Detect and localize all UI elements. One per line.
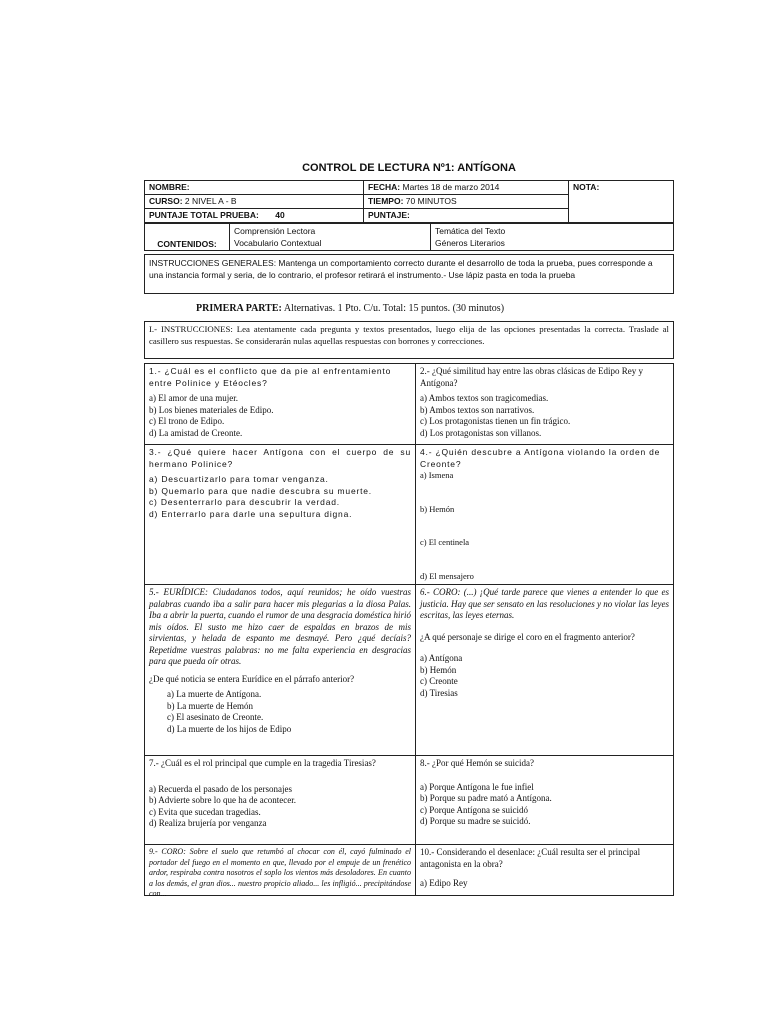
puntaje-total-field: PUNTAJE TOTAL PRUEBA: 40 (145, 209, 364, 223)
question-6: 6.- CORO: (...) ¡Qué tarde parece que vienes a entender lo que es justicia. Hay que ser sensato en las resoluciones y no violar las leyes escritas, las leyes eternas. ¿A qué personaje se dirige el coro en el fragmento anterior? a) Antígona b) Hemón c) Creonte d) Tiresias (416, 585, 674, 756)
option[interactable]: d) Realiza brujería por venganza (149, 818, 267, 828)
option[interactable]: a) Edipo Rey (420, 878, 468, 888)
option[interactable]: c) Los protagonistas tienen un fin trágico. (420, 416, 571, 426)
option[interactable]: a) Porque Antígona le fue infiel (420, 781, 534, 792)
option[interactable]: d) Tiresias (420, 687, 458, 698)
nota-field[interactable]: NOTA: (569, 181, 674, 223)
option[interactable]: b) Advierte sobre lo que ha de acontecer. (149, 795, 296, 805)
option[interactable]: d) Los protagonistas son villanos. (420, 427, 542, 438)
option[interactable]: a) Recuerda el pasado de los personajes (149, 783, 292, 794)
option[interactable]: b) Porque su padre mató a Antígona. (420, 793, 552, 803)
passage: 9.- CORO: Sobre el suelo que retumbó al chocar con él, cayó fulminado el portador del fuego en el momento en que, llevado por el empuje de un frenético ardor, respiraba contra nosotros el soplo los vientos más desoladores. En cuanto a los demás, el gran dios... nuestro propicio aliado... les infligió... precipitándose con... (149, 847, 411, 898)
question-7: 7.- ¿Cuál es el rol principal que cumple en la tragedia Tiresias? a) Recuerda el pasado de los personajes b) Advierte sobre lo que ha de acontecer. c) Evita que sucedan tragedias. d) Realiza brujería por venganza (145, 756, 416, 845)
passage: 5.- EURÍDICE: Ciudadanos todos, aquí reunidos; he oído vuestras palabras cuando iba a salir para hacer mis plegarias a la diosa Palas. Iba a abrir la puerta, cuando el rumor de una desgracia doméstica hirió mis oídos. El susto me hizo caer de espaldas en brazos de mis sirvientas, y helada de espanto me desmayé. Pero ¿qué decíais? Repetidme vuestras palabras: no me falta experiencia en desgracias para que pueda oír otras. (149, 587, 411, 666)
option[interactable]: c) El asesinato de Creonte. (167, 712, 264, 722)
puntaje-field[interactable]: PUNTAJE: (364, 209, 569, 223)
question-4: 4.- ¿Quién descubre a Antígona violando la orden de Creonte? a) Ismena b) Hemón c) El centinela d) El mensajero (416, 445, 674, 585)
question-3: 3.- ¿Qué quiere hacer Antígona con el cuerpo de su hermano Polinice? a) Descuartizarlo para tomar venganza. b) Quemarlo para que nadie descubra su muerte. c) Desenterrarlo para descubrir la verdad. d) Enterrarlo para darle una sepultura digna. (145, 445, 416, 585)
option[interactable]: b) Hemón (420, 503, 455, 514)
fecha-field: FECHA: Martes 18 de marzo 2014 (364, 181, 569, 195)
option[interactable]: a) Descuartizarlo para tomar venganza. (149, 474, 329, 484)
option[interactable]: a) La muerte de Antígona. (167, 689, 262, 699)
nombre-field[interactable]: NOMBRE: (145, 181, 364, 195)
question-8: 8.- ¿Por qué Hemón se suicida? a) Porque Antígona le fue infiel b) Porque su padre mató a Antígona. c) Porque Antígona se suicidó d) Porque su madre se suicidó. (416, 756, 674, 845)
contenidos-table (144, 223, 674, 251)
option[interactable]: c) Desenterrarlo para descubrir la verdad. (149, 497, 340, 507)
question-9 (145, 845, 416, 896)
option[interactable]: c) El centinela (420, 537, 470, 547)
question-2: 2.- ¿Qué similitud hay entre las obras clásicas de Edipo Rey y Antígona? a) Ambos textos son tragicomedias. b) Ambos textos son narrativos. c) Los protagonistas tienen un fin trágico. d) Los protagonistas son villanos. (416, 364, 674, 445)
option[interactable]: a) El amor de una mujer. (149, 393, 238, 403)
option[interactable]: c) Evita que sucedan tragedias. (149, 806, 261, 817)
option[interactable]: d) La muerte de los hijos de Edipo (167, 723, 292, 734)
instrucciones-seccion-1: I.- INSTRUCCIONES: Lea atentamente cada pregunta y textos presentados, luego elija de las opciones presentadas la correcta. Traslade al casillero sus respuestas. Se considerarán nulas aquellas respuestas con borrones y correcciones. (144, 321, 674, 359)
option[interactable]: d) El mensajero (420, 570, 474, 581)
tiempo-field: TIEMPO: 70 MINUTOS (364, 195, 569, 209)
curso-field: CURSO: 2 NIVEL A - B (145, 195, 364, 209)
option[interactable]: c) Creonte (420, 676, 458, 686)
question-10: 10.- Considerando el desenlace: ¿Cuál resulta ser el principal antagonista en la obra? a) Edipo Rey (416, 845, 674, 896)
option[interactable]: c) El trono de Edipo. (149, 416, 225, 426)
option[interactable]: a) Antígona (420, 653, 463, 663)
option[interactable]: b) Hemón (420, 664, 457, 675)
option[interactable]: a) Ismena (420, 470, 454, 480)
option[interactable]: a) Ambos textos son tragicomedias. (420, 393, 549, 403)
question-5: 5.- EURÍDICE: Ciudadanos todos, aquí reunidos; he oído vuestras palabras cuando iba a salir para hacer mis plegarias a la diosa Palas. Iba a abrir la puerta, cuando el rumor de una desgracia doméstica hirió mis oídos. El susto me hizo caer de espaldas en brazos de mis sirvientas, y helada de espanto me desmayé. Pero ¿qué decíais? Repetidme vuestras palabras: no me falta experiencia en desgracias para que pueda oír otras. ¿De qué noticia se entera Eurídice en el párrafo anterior? a) La muerte de Antígona. b) La muerte de Hemón c) El asesinato de Creonte. d) La muerte de los hijos de Edipo (145, 585, 416, 756)
option[interactable]: d) Porque su madre se suicidó. (420, 816, 531, 826)
option[interactable]: b) Quemarlo para que nadie descubra su muerte. (149, 485, 372, 496)
option[interactable]: b) La muerte de Hemón (167, 700, 253, 711)
questions-table (144, 363, 674, 896)
contenidos-col-1: Comprensión Lectora Vocabulario Contextual (230, 224, 431, 251)
contenidos-col-2: Temática del Texto Géneros Literarios (431, 224, 674, 251)
question-1: 1.- ¿Cuál es el conflicto que da pie al enfrentamiento entre Polinice y Etéocles? a) El amor de una mujer. b) Los bienes materiales de Edipo. c) El trono de Edipo. d) La amistad de Creonte. (145, 364, 416, 445)
option[interactable]: b) Los bienes materiales de Edipo. (149, 404, 274, 415)
option[interactable]: d) Enterrarlo para darle una sepultura digna. (149, 508, 353, 519)
header-table (144, 180, 674, 223)
option[interactable]: c) Porque Antígona se suicidó (420, 804, 528, 815)
option[interactable]: d) La amistad de Creonte. (149, 427, 243, 438)
instrucciones-generales: INSTRUCCIONES GENERALES: Mantenga un comportamiento correcto durante el desarrollo de toda la prueba, pues corresponde a una instancia formal y seria, de lo contrario, el profesor retirará el instrumento.- Use lápiz pasta en toda la prueba (144, 254, 674, 294)
passage: 6.- CORO: (...) ¡Qué tarde parece que vienes a entender lo que es justicia. Hay que ser sensato en las resoluciones y no violar las leyes escritas, las leyes eternas. (420, 587, 669, 620)
primera-parte: PRIMERA PARTE: Alternativas. 1 Pto. C/u. Total: 15 puntos. (30 minutos) (196, 303, 505, 314)
option[interactable]: b) Ambos textos son narrativos. (420, 404, 535, 415)
contenidos-label: CONTENIDOS: (145, 224, 230, 251)
page-title: CONTROL DE LECTURA Nº1: ANTÍGONA (302, 162, 516, 174)
